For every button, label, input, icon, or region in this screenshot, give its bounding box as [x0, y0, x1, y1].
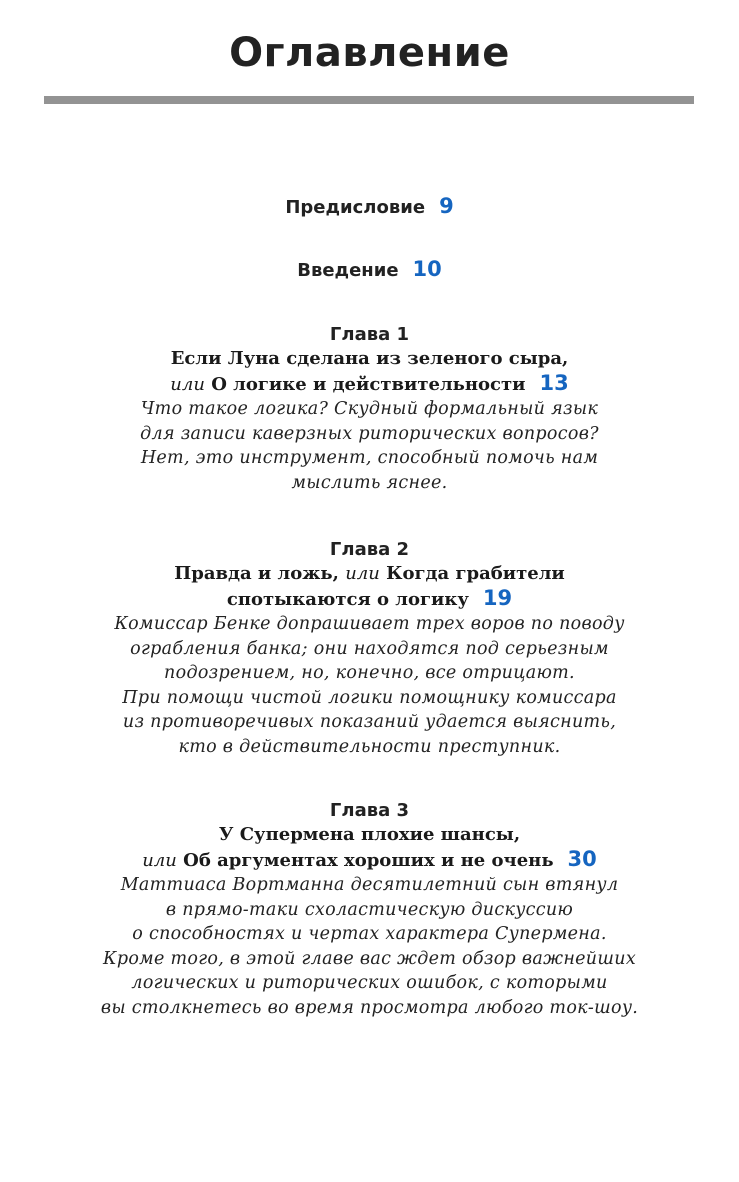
chapter-subtitle: спотыкаются о логику: [226, 589, 469, 610]
chapter-subtitle: О логике и действительности: [211, 374, 526, 395]
page-number: 13: [539, 371, 569, 395]
or-word: или: [170, 374, 205, 395]
chapter-title-line: [0, 847, 739, 873]
toc-chapter-2[interactable]: [0, 538, 739, 759]
chapter-description-line: кто в действительности преступник.: [178, 736, 561, 757]
chapter-description-line: Что такое логика? Скудный формальный язык: [140, 399, 599, 419]
chapter-description-line: подозрением, но, конечно, все отрицают.: [164, 663, 575, 683]
page-number: 30: [567, 847, 597, 871]
chapter-description-line: вы столкнетесь во время просмотра любого ток-шоу.: [100, 997, 639, 1018]
chapter-description-line: для записи каверзных риторических вопросов?: [140, 423, 599, 444]
chapter-label: Глава 1: [329, 324, 410, 345]
chapter-description-line: из противоречивых показаний удается выяснить,: [122, 712, 617, 732]
toc-entry-intro[interactable]: [0, 257, 739, 281]
chapter-description-line: в прямо-таки схоластическую дискуссию: [165, 899, 574, 920]
chapter-description-line: логических и риторических ошибок, с которыми: [131, 973, 608, 993]
toc-entry-preface[interactable]: [0, 194, 739, 218]
page-number: 9: [439, 194, 454, 218]
title-divider: [44, 96, 694, 104]
chapter-description-line: ограбления банка; они находятся под серьезным: [130, 638, 609, 659]
chapter-description-line: При помощи чистой логики помощнику комиссара: [122, 687, 617, 708]
toc-chapter-1[interactable]: [0, 323, 739, 495]
chapter-title-part: Когда грабители: [386, 563, 565, 584]
or-word: или: [345, 563, 380, 584]
chapter-description-line: Кроме того, в этой главе вас ждет обзор важнейших: [102, 948, 636, 969]
chapter-title-line: [0, 562, 739, 586]
chapter-title-line: [0, 586, 739, 612]
toc-entry-label: Введение: [297, 260, 399, 281]
page-number: 19: [482, 586, 513, 610]
chapter-description-line: о способностях и чертах характера Супермена.: [132, 924, 607, 944]
chapter-label: Глава 3: [329, 800, 410, 821]
page-number: 10: [412, 257, 442, 281]
or-word: или: [142, 850, 177, 871]
chapter-title-part: Правда и ложь,: [174, 563, 339, 584]
toc-entry-label: Предисловие: [285, 197, 426, 218]
chapter-description-line: Маттиаса Вортманна десятилетний сын втянул: [120, 875, 619, 895]
toc-chapter-3[interactable]: [0, 799, 739, 1020]
chapter-title-line: У Супермена плохие шансы,: [218, 824, 521, 845]
chapter-description-line: Нет, это инструмент, способный помочь нам: [140, 448, 599, 468]
chapter-title-line: [0, 371, 739, 397]
page-title: Оглавление: [229, 30, 510, 76]
chapter-description-line: Комиссар Бенке допрашивает трех воров по поводу: [114, 614, 625, 634]
chapter-title-line: Если Луна сделана из зеленого сыра,: [170, 348, 569, 369]
chapter-description-line: мыслить яснее.: [291, 472, 448, 493]
chapter-label: Глава 2: [329, 539, 410, 560]
chapter-subtitle: Об аргументах хороших и не очень: [183, 850, 554, 871]
